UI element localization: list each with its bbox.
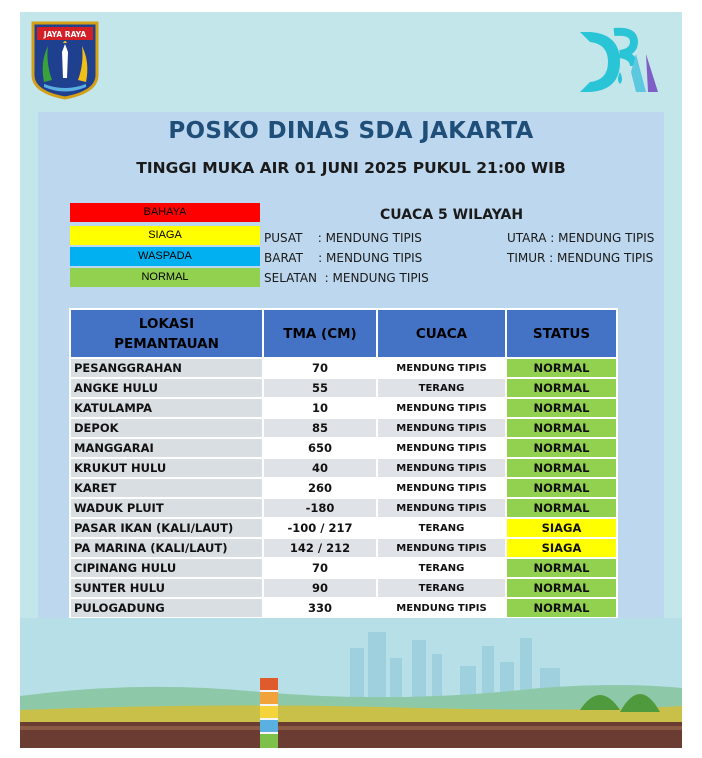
cell-tma: -180 [263,498,377,518]
cell-lokasi: KRUKUT HULU [70,458,263,478]
cell-cuaca: MENDUNG TIPIS [377,358,506,378]
table-row [70,478,617,498]
cell-status: NORMAL [506,478,617,498]
cell-cuaca: TERANG [377,378,506,398]
cell-lokasi: KARET [70,478,263,498]
weather-selatan: SELATAN : MENDUNG TIPIS [264,271,429,285]
weather-timur: TIMUR : MENDUNG TIPIS [507,251,654,265]
cell-tma: -100 / 217 [263,518,377,538]
page-subtitle: TINGGI MUKA AIR 01 JUNI 2025 PUKUL 21:00 WIB [136,159,566,177]
dki-jakarta-emblem-icon [30,20,100,100]
cell-cuaca: MENDUNG TIPIS [377,438,506,458]
legend-siaga: SIAGA [70,226,260,245]
cell-status: NORMAL [506,578,617,598]
cell-lokasi: KATULAMPA [70,398,263,418]
table-row [70,538,617,558]
cell-lokasi: MANGGARAI [70,438,263,458]
table-row [70,518,617,538]
table-row [70,378,617,398]
cell-cuaca: TERANG [377,558,506,578]
cell-status: NORMAL [506,598,617,618]
legend-waspada: WASPADA [70,247,260,266]
cell-tma: 260 [263,478,377,498]
emblem-motto: JAYA RAYA [43,30,87,39]
cell-lokasi: PA MARINA (KALI/LAUT) [70,538,263,558]
column-header-status: STATUS [506,309,617,358]
cell-tma: 10 [263,398,377,418]
cell-tma: 70 [263,358,377,378]
cell-lokasi: PASAR IKAN (KALI/LAUT) [70,518,263,538]
table-header-row [70,309,617,358]
column-header-lokasi: LOKASI PEMANTAUAN [70,309,263,358]
cell-lokasi: CIPINANG HULU [70,558,263,578]
cell-tma: 142 / 212 [263,538,377,558]
cell-cuaca: TERANG [377,578,506,598]
table-row [70,358,617,378]
poster [20,12,682,748]
cell-status: NORMAL [506,498,617,518]
table-row [70,418,617,438]
cell-status: SIAGA [506,538,617,558]
legend-bahaya: BAHAYA [70,203,260,222]
weather-title: CUACA 5 WILAYAH [380,207,524,223]
cell-tma: 40 [263,458,377,478]
table-row [70,558,617,578]
cell-tma: 330 [263,598,377,618]
cell-cuaca: MENDUNG TIPIS [377,418,506,438]
cell-cuaca: TERANG [377,518,506,538]
cell-status: NORMAL [506,378,617,398]
cell-tma: 85 [263,418,377,438]
cell-cuaca: MENDUNG TIPIS [377,538,506,558]
cell-lokasi: SUNTER HULU [70,578,263,598]
weather-barat: BARAT : MENDUNG TIPIS [264,251,423,265]
cell-status: NORMAL [506,358,617,378]
cell-status: NORMAL [506,418,617,438]
column-header-cuaca: CUACA [377,309,506,358]
table-row [70,438,617,458]
table-row [70,458,617,478]
cell-lokasi: DEPOK [70,418,263,438]
table-row [70,598,617,618]
cell-cuaca: MENDUNG TIPIS [377,498,506,518]
cell-status: NORMAL [506,398,617,418]
cell-tma: 90 [263,578,377,598]
cell-status: SIAGA [506,518,617,538]
weather-pusat: PUSAT : MENDUNG TIPIS [264,231,422,245]
cell-lokasi: WADUK PLUIT [70,498,263,518]
city-landscape-illustration [20,618,682,748]
table-row [70,578,617,598]
table-row [70,498,617,518]
cell-tma: 650 [263,438,377,458]
cell-cuaca: MENDUNG TIPIS [377,598,506,618]
legend-normal: NORMAL [70,268,260,287]
cell-lokasi: ANGKE HULU [70,378,263,398]
cell-cuaca: MENDUNG TIPIS [377,478,506,498]
cell-cuaca: MENDUNG TIPIS [377,458,506,478]
cell-status: NORMAL [506,458,617,478]
page-title: POSKO DINAS SDA JAKARTA [168,118,534,144]
cell-lokasi: PULOGADUNG [70,598,263,618]
sda-logo-icon [576,26,660,96]
weather-utara: UTARA : MENDUNG TIPIS [507,231,655,245]
column-header-tma: TMA (CM) [263,309,377,358]
table-row [70,398,617,418]
cell-lokasi: PESANGGRAHAN [70,358,263,378]
cell-tma: 55 [263,378,377,398]
cell-tma: 70 [263,558,377,578]
cell-status: NORMAL [506,438,617,458]
water-level-table [69,308,618,619]
cell-cuaca: MENDUNG TIPIS [377,398,506,418]
cell-status: NORMAL [506,558,617,578]
